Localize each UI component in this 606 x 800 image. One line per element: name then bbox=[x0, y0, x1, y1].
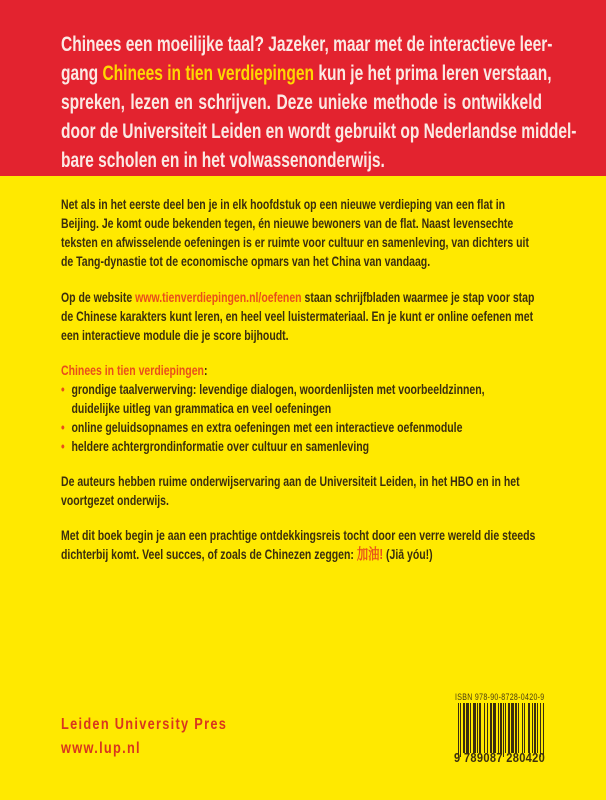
paragraph-line: Beijing. Je komt oude bekenden tegen, én nieuwe bewoners van de flat. Naast levensechte bbox=[61, 215, 514, 231]
intro-blurb bbox=[61, 30, 577, 175]
paragraph-line: de Chinese karakters kunt leren, en heel veel luistermateriaal. En je kunt er online oefenen met bbox=[61, 308, 534, 324]
series-title-highlight: Chinees in tien verdiepingen bbox=[102, 62, 314, 85]
paragraph-building bbox=[61, 195, 529, 271]
intro-text: kun je het prima leren verstaan, bbox=[313, 62, 552, 85]
paragraph-line bbox=[61, 545, 535, 564]
paragraph-line: Net als in het eerste deel ben je in elk hoofdstuk op een nieuwe verdieping van een flat in bbox=[61, 196, 506, 212]
feature-text: online geluidsopnames en extra oefeningen met een interactieve oefenmodule bbox=[71, 419, 463, 435]
paragraph-line: Met dit boek begin je aan een prachtige ontdekkingsreis tocht door een verre wereld die steeds bbox=[61, 527, 536, 543]
intro-line-1: Chinees een moeilijke taal? Jazeker, maar met de interactieve leer- bbox=[61, 33, 553, 56]
bullet-icon: • bbox=[61, 419, 65, 435]
paragraph-website bbox=[61, 288, 534, 345]
bullet-icon: • bbox=[61, 438, 65, 454]
features-list bbox=[61, 361, 485, 456]
feature-text: grondige taalverwerving: levendige dialogen, woordenlijsten met voorbeeldzinnen, bbox=[71, 381, 485, 397]
intro-text: gang bbox=[61, 62, 103, 85]
publisher-website[interactable]: www.lup.nl bbox=[61, 740, 141, 757]
feature-text-continued: duidelijke uitleg van grammatica en veel oefeningen bbox=[71, 400, 332, 416]
feature-item bbox=[61, 418, 485, 437]
paragraph-text: dichterbij komt. Veel succes, of zoals de Chinezen zeggen: bbox=[61, 546, 357, 562]
paragraph-authors bbox=[61, 472, 520, 510]
paragraph-text: staan schrijfbladen waarmee je stap voor stap bbox=[301, 289, 535, 305]
barcode-bars bbox=[458, 703, 544, 753]
publisher-name: Leiden University Pres bbox=[61, 716, 228, 733]
intro-line-4: door de Universiteit Leiden en wordt gebruikt op Nederlandse middel- bbox=[61, 120, 577, 143]
bullet-icon: • bbox=[61, 381, 65, 397]
paragraph-closing bbox=[61, 526, 535, 564]
isbn-barcode bbox=[452, 692, 548, 764]
features-heading bbox=[61, 361, 485, 380]
pinyin-text: (Jiā yóu!) bbox=[383, 546, 433, 562]
paragraph-line: voortgezet onderwijs. bbox=[61, 492, 169, 508]
feature-item bbox=[61, 380, 485, 399]
intro-line-2 bbox=[61, 59, 552, 88]
paragraph-line: De auteurs hebben ruime onderwijservaring aan de Universiteit Leiden, in het HBO en in het bbox=[61, 473, 520, 489]
paragraph-line bbox=[61, 288, 534, 307]
barcode-digits: 9 789087 280420 bbox=[454, 750, 546, 765]
website-link[interactable]: www.tienverdiepingen.nl/oefenen bbox=[135, 289, 302, 305]
feature-text: heldere achtergrondinformatie over cultuur en samenleving bbox=[71, 438, 370, 454]
isbn-label: ISBN 978-90-8728-0420-9 bbox=[455, 692, 545, 702]
feature-item bbox=[61, 437, 485, 456]
paragraph-line: teksten en afwisselende oefeningen is er ruimte voor cultuur en samenleving, van dichters uit bbox=[61, 234, 529, 250]
intro-line-3: spreken, lezen en schrijven. Deze unieke methode is ontwikkeld bbox=[61, 91, 542, 114]
paragraph-line: een interactieve module die je score bijhoudt. bbox=[61, 327, 289, 343]
chinese-jiayou: 加油! bbox=[356, 546, 384, 563]
features-heading-colon: : bbox=[203, 362, 208, 378]
features-heading-title: Chinees in tien verdiepingen bbox=[61, 362, 204, 378]
paragraph-line: de Tang-dynastie tot de economische opmars van het China van vandaag. bbox=[61, 253, 431, 269]
intro-line-5: bare scholen en in het volwassenonderwijs. bbox=[61, 149, 385, 172]
paragraph-text: Op de website bbox=[61, 289, 136, 305]
